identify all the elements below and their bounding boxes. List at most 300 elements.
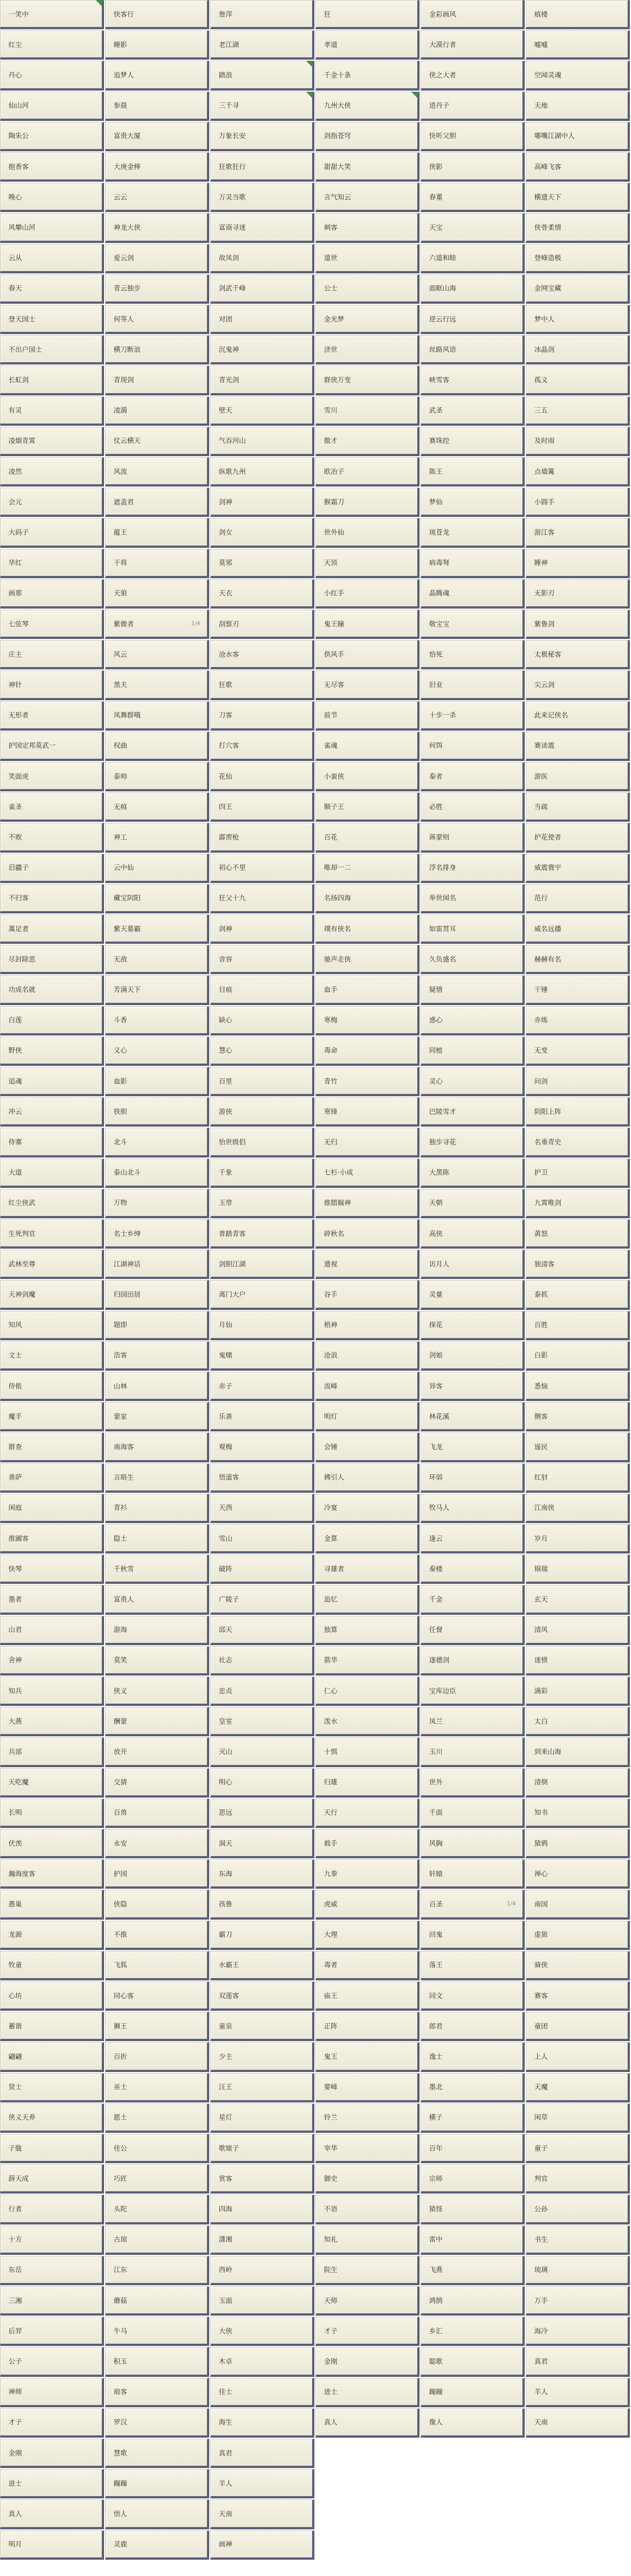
grid-cell[interactable] [105,579,209,609]
grid-cell[interactable] [210,1372,314,1401]
grid-cell[interactable] [105,1555,209,1584]
grid-cell[interactable] [105,1859,209,1889]
grid-cell[interactable] [0,1859,104,1889]
grid-cell[interactable] [316,2134,420,2163]
grid-cell[interactable] [421,1463,525,1493]
grid-cell[interactable] [210,30,314,60]
grid-cell[interactable] [105,1890,209,1919]
grid-cell[interactable] [421,854,525,883]
grid-cell[interactable] [316,335,420,364]
grid-cell[interactable] [0,1372,104,1401]
grid-cell[interactable] [421,1311,525,1340]
grid-cell[interactable] [105,1159,209,1188]
grid-cell[interactable] [210,2530,314,2560]
grid-cell[interactable] [105,152,209,182]
grid-cell[interactable] [316,274,420,304]
grid-cell[interactable] [421,61,525,90]
grid-cell[interactable] [105,2256,209,2285]
grid-cell[interactable] [105,549,209,578]
grid-cell[interactable] [421,1951,525,1980]
grid-cell[interactable] [421,92,525,121]
grid-cell[interactable] [526,0,630,29]
grid-cell[interactable] [316,1768,420,1798]
grid-cell[interactable] [526,457,630,487]
grid-cell[interactable] [210,2164,314,2194]
grid-cell[interactable] [316,640,420,669]
grid-cell[interactable] [0,1646,104,1676]
grid-cell[interactable] [0,335,104,364]
grid-cell[interactable] [0,1006,104,1035]
grid-cell[interactable] [0,1585,104,1614]
grid-cell[interactable] [526,1799,630,1828]
grid-cell[interactable] [0,457,104,487]
grid-cell[interactable] [526,1921,630,1950]
grid-cell[interactable] [105,1951,209,1980]
grid-cell[interactable] [526,397,630,426]
grid-cell[interactable] [0,1097,104,1127]
grid-cell[interactable] [526,1524,630,1553]
grid-cell[interactable] [0,1067,104,1096]
grid-cell[interactable] [0,1921,104,1950]
grid-cell[interactable] [0,305,104,334]
grid-cell[interactable] [210,305,314,334]
grid-cell[interactable] [105,1189,209,1218]
grid-cell[interactable] [105,274,209,304]
grid-cell[interactable] [316,61,420,90]
grid-cell[interactable] [0,2226,104,2255]
grid-cell[interactable] [421,701,525,731]
grid-cell[interactable] [0,2134,104,2163]
grid-cell[interactable] [105,2195,209,2224]
grid-cell[interactable] [0,152,104,182]
grid-cell[interactable] [210,1189,314,1218]
grid-cell[interactable] [526,1829,630,1858]
grid-cell[interactable] [526,1037,630,1066]
grid-cell[interactable] [210,1646,314,1676]
grid-cell[interactable] [526,1341,630,1371]
grid-cell[interactable] [105,1646,209,1676]
grid-cell[interactable] [105,2500,209,2529]
grid-cell[interactable] [210,1037,314,1066]
grid-cell[interactable] [526,1433,630,1462]
grid-cell[interactable] [0,1677,104,1706]
grid-cell[interactable] [316,1402,420,1431]
grid-cell[interactable] [421,1799,525,1828]
grid-cell[interactable] [316,1646,420,1676]
grid-cell[interactable] [316,2347,420,2376]
grid-cell[interactable] [105,366,209,395]
grid-cell[interactable] [316,2286,420,2316]
grid-cell[interactable] [105,1829,209,1858]
grid-cell[interactable] [0,2469,104,2498]
grid-cell[interactable] [0,488,104,517]
grid-cell[interactable] [316,549,420,578]
grid-cell[interactable] [210,792,314,822]
grid-cell[interactable] [0,1189,104,1218]
grid-cell[interactable] [210,579,314,609]
grid-cell[interactable] [105,2073,209,2102]
grid-cell[interactable] [105,92,209,121]
grid-cell[interactable] [105,975,209,1005]
grid-cell[interactable] [526,1737,630,1767]
grid-cell[interactable] [210,1219,314,1249]
grid-cell[interactable] [526,518,630,547]
grid-cell[interactable] [105,397,209,426]
grid-cell[interactable] [526,1585,630,1614]
grid-cell[interactable] [526,1646,630,1676]
grid-cell[interactable] [421,579,525,609]
grid-cell[interactable] [421,2226,525,2255]
grid-cell[interactable] [210,244,314,273]
grid-cell[interactable] [421,1189,525,1218]
grid-cell[interactable] [105,213,209,242]
grid-cell[interactable] [526,1280,630,1309]
grid-cell[interactable] [526,2317,630,2346]
grid-cell[interactable] [421,1890,525,1919]
grid-cell[interactable] [421,1037,525,1066]
grid-cell[interactable] [421,1616,525,1645]
grid-cell[interactable] [0,1524,104,1553]
grid-cell[interactable] [105,1037,209,1066]
grid-cell[interactable] [316,305,420,334]
grid-cell[interactable] [526,732,630,761]
grid-cell[interactable] [421,2378,525,2407]
grid-cell[interactable] [421,1372,525,1401]
grid-cell[interactable] [526,2042,630,2071]
grid-cell[interactable] [0,1555,104,1584]
grid-cell[interactable] [316,762,420,791]
grid-cell[interactable] [210,1250,314,1279]
grid-cell[interactable] [210,2439,314,2468]
grid-cell[interactable] [316,2226,420,2255]
grid-cell[interactable] [0,579,104,609]
grid-cell[interactable] [105,122,209,151]
grid-cell[interactable] [526,854,630,883]
grid-cell[interactable] [421,1097,525,1127]
grid-cell[interactable] [0,2317,104,2346]
grid-cell[interactable] [316,518,420,547]
grid-cell[interactable] [105,762,209,791]
grid-cell[interactable] [105,945,209,974]
grid-cell[interactable] [0,2012,104,2041]
grid-cell[interactable] [105,1372,209,1401]
grid-cell[interactable] [0,213,104,242]
grid-cell[interactable] [105,1006,209,1035]
grid-cell[interactable] [105,2134,209,2163]
grid-cell[interactable] [105,884,209,913]
grid-cell[interactable] [421,1341,525,1371]
grid-cell[interactable] [210,2012,314,2041]
grid-cell[interactable] [0,1128,104,1157]
grid-cell[interactable] [0,1829,104,1858]
grid-cell[interactable] [421,244,525,273]
grid-cell[interactable] [210,975,314,1005]
grid-cell[interactable] [105,1768,209,1798]
grid-cell[interactable] [210,1006,314,1035]
grid-cell[interactable] [526,2226,630,2255]
grid-cell[interactable] [105,1433,209,1462]
grid-cell[interactable] [210,1402,314,1431]
grid-cell[interactable] [316,1799,420,1828]
grid-cell[interactable] [316,1707,420,1736]
grid-cell[interactable] [316,1555,420,1584]
grid-cell[interactable] [105,1616,209,1645]
grid-cell[interactable] [210,1555,314,1584]
grid-cell[interactable] [210,1494,314,1523]
grid-cell[interactable] [421,2347,525,2376]
grid-cell[interactable] [526,823,630,852]
grid-cell[interactable] [421,1280,525,1309]
grid-cell[interactable] [0,2164,104,2194]
grid-cell[interactable] [105,1737,209,1767]
grid-cell[interactable] [0,945,104,974]
grid-cell[interactable] [421,1921,525,1950]
grid-cell[interactable] [210,0,314,29]
grid-cell[interactable] [210,183,314,212]
grid-cell[interactable] [526,1616,630,1645]
grid-cell[interactable] [0,2256,104,2285]
grid-cell[interactable] [0,427,104,456]
grid-cell[interactable] [0,2042,104,2071]
grid-cell[interactable] [316,2073,420,2102]
grid-cell[interactable] [210,457,314,487]
grid-cell[interactable] [421,1737,525,1767]
grid-cell[interactable] [105,2408,209,2438]
grid-cell[interactable] [421,915,525,944]
grid-cell[interactable] [0,640,104,669]
grid-cell[interactable] [210,549,314,578]
grid-cell[interactable] [210,1128,314,1157]
grid-cell[interactable] [316,2256,420,2285]
grid-cell[interactable] [316,1067,420,1096]
grid-cell[interactable] [0,1433,104,1462]
grid-cell[interactable] [421,2195,525,2224]
grid-cell[interactable] [0,2286,104,2316]
grid-cell[interactable] [210,61,314,90]
grid-cell[interactable] [210,640,314,669]
grid-cell[interactable] [210,1280,314,1309]
grid-cell[interactable] [421,2104,525,2133]
grid-cell[interactable] [0,823,104,852]
grid-cell[interactable] [0,274,104,304]
grid-cell[interactable] [210,945,314,974]
grid-cell[interactable] [210,2195,314,2224]
grid-cell[interactable] [210,2378,314,2407]
grid-cell[interactable] [316,670,420,700]
grid-cell[interactable] [526,1555,630,1584]
grid-cell[interactable] [526,1372,630,1401]
grid-cell[interactable] [526,640,630,669]
grid-cell[interactable] [0,1951,104,1980]
grid-cell[interactable] [421,30,525,60]
grid-cell[interactable] [526,488,630,517]
grid-cell[interactable] [421,152,525,182]
grid-cell[interactable] [316,488,420,517]
grid-cell[interactable] [210,2226,314,2255]
grid-cell[interactable] [105,1402,209,1431]
grid-cell[interactable] [526,427,630,456]
grid-cell[interactable] [210,1951,314,1980]
grid-cell[interactable] [421,2317,525,2346]
grid-cell[interactable] [105,1067,209,1096]
grid-cell[interactable] [316,2317,420,2346]
grid-cell[interactable] [316,1616,420,1645]
grid-cell[interactable] [421,792,525,822]
grid-cell[interactable] [0,1463,104,1493]
grid-cell[interactable] [316,1128,420,1157]
grid-cell[interactable] [210,610,314,639]
grid-cell[interactable] [316,1097,420,1127]
grid-cell[interactable] [316,1890,420,1919]
grid-cell[interactable] [105,1585,209,1614]
grid-cell[interactable] [0,30,104,60]
grid-cell[interactable] [210,1616,314,1645]
grid-cell[interactable] [421,1159,525,1188]
grid-cell[interactable] [210,1067,314,1096]
grid-cell[interactable] [105,183,209,212]
grid-cell[interactable] [105,2317,209,2346]
grid-cell[interactable] [421,762,525,791]
grid-cell[interactable] [0,2500,104,2529]
grid-cell[interactable] [526,610,630,639]
grid-cell[interactable] [105,335,209,364]
grid-cell[interactable] [526,762,630,791]
grid-cell[interactable] [210,92,314,121]
grid-cell[interactable] [210,1921,314,1950]
grid-cell[interactable] [421,2286,525,2316]
grid-cell[interactable] [526,2073,630,2102]
grid-cell[interactable] [421,305,525,334]
grid-cell[interactable] [421,274,525,304]
grid-cell[interactable] [0,1280,104,1309]
grid-cell[interactable] [210,762,314,791]
grid-cell[interactable] [105,518,209,547]
grid-cell[interactable] [316,213,420,242]
grid-cell[interactable] [0,1311,104,1340]
grid-cell[interactable] [105,1097,209,1127]
grid-cell[interactable] [105,1677,209,1706]
grid-cell[interactable] [526,579,630,609]
grid-cell[interactable] [421,549,525,578]
grid-cell[interactable] [526,2408,630,2438]
grid-cell[interactable] [105,640,209,669]
grid-cell[interactable] [210,1097,314,1127]
grid-cell[interactable] [421,1402,525,1431]
grid-cell[interactable] [105,2164,209,2194]
grid-cell[interactable] [421,732,525,761]
grid-cell[interactable] [105,701,209,731]
grid-cell[interactable] [421,1707,525,1736]
grid-cell[interactable] [210,1737,314,1767]
grid-cell[interactable] [421,518,525,547]
grid-cell[interactable] [526,549,630,578]
grid-cell[interactable] [526,92,630,121]
grid-cell[interactable] [526,1677,630,1706]
grid-cell[interactable] [526,2134,630,2163]
grid-cell[interactable] [316,244,420,273]
grid-cell[interactable] [0,1799,104,1828]
grid-cell[interactable] [210,1890,314,1919]
grid-cell[interactable] [210,397,314,426]
grid-cell[interactable] [526,2286,630,2316]
grid-cell[interactable] [526,1890,630,1919]
grid-cell[interactable] [421,2134,525,2163]
grid-cell[interactable] [526,884,630,913]
grid-cell[interactable] [421,884,525,913]
grid-cell[interactable] [421,213,525,242]
grid-cell[interactable] [0,762,104,791]
grid-cell[interactable] [0,1768,104,1798]
grid-cell[interactable] [316,122,420,151]
grid-cell[interactable] [316,366,420,395]
grid-cell[interactable] [526,2378,630,2407]
grid-cell[interactable] [526,61,630,90]
grid-cell[interactable] [316,975,420,1005]
grid-cell[interactable] [105,1463,209,1493]
grid-cell[interactable] [316,915,420,944]
grid-cell[interactable] [210,152,314,182]
grid-cell[interactable] [526,1951,630,1980]
grid-cell[interactable] [421,1555,525,1584]
grid-cell[interactable] [421,2408,525,2438]
grid-cell[interactable] [210,670,314,700]
grid-cell[interactable] [526,1768,630,1798]
grid-cell[interactable] [105,1981,209,2011]
grid-cell[interactable] [316,1433,420,1462]
grid-cell[interactable] [210,1829,314,1858]
grid-cell[interactable] [421,488,525,517]
grid-cell[interactable] [0,1250,104,1279]
grid-cell[interactable] [210,1707,314,1736]
grid-cell[interactable] [421,1859,525,1889]
grid-cell[interactable] [0,915,104,944]
grid-cell[interactable] [210,823,314,852]
grid-cell[interactable] [526,1097,630,1127]
grid-cell[interactable] [210,213,314,242]
grid-cell[interactable] [210,1311,314,1340]
grid-cell[interactable] [210,518,314,547]
grid-cell[interactable] [105,2286,209,2316]
grid-cell[interactable] [210,1463,314,1493]
grid-cell[interactable] [316,1006,420,1035]
grid-cell[interactable] [105,1250,209,1279]
grid-cell[interactable] [105,915,209,944]
grid-cell[interactable] [0,610,104,639]
grid-cell[interactable] [210,1341,314,1371]
grid-cell[interactable] [105,823,209,852]
grid-cell[interactable] [526,945,630,974]
grid-cell[interactable] [210,701,314,731]
grid-cell[interactable] [316,1737,420,1767]
grid-cell[interactable] [526,1707,630,1736]
grid-cell[interactable] [316,823,420,852]
grid-cell[interactable] [316,579,420,609]
grid-cell[interactable] [0,792,104,822]
grid-cell[interactable] [105,1921,209,1950]
grid-cell[interactable] [526,975,630,1005]
grid-cell[interactable] [526,1159,630,1188]
grid-cell[interactable] [421,183,525,212]
grid-cell[interactable] [105,1219,209,1249]
grid-cell[interactable] [0,884,104,913]
grid-cell[interactable] [0,244,104,273]
grid-cell[interactable] [105,244,209,273]
grid-cell[interactable] [105,1707,209,1736]
grid-cell[interactable] [421,1219,525,1249]
grid-cell[interactable] [526,1859,630,1889]
grid-cell[interactable] [421,1250,525,1279]
grid-cell[interactable] [526,2104,630,2133]
